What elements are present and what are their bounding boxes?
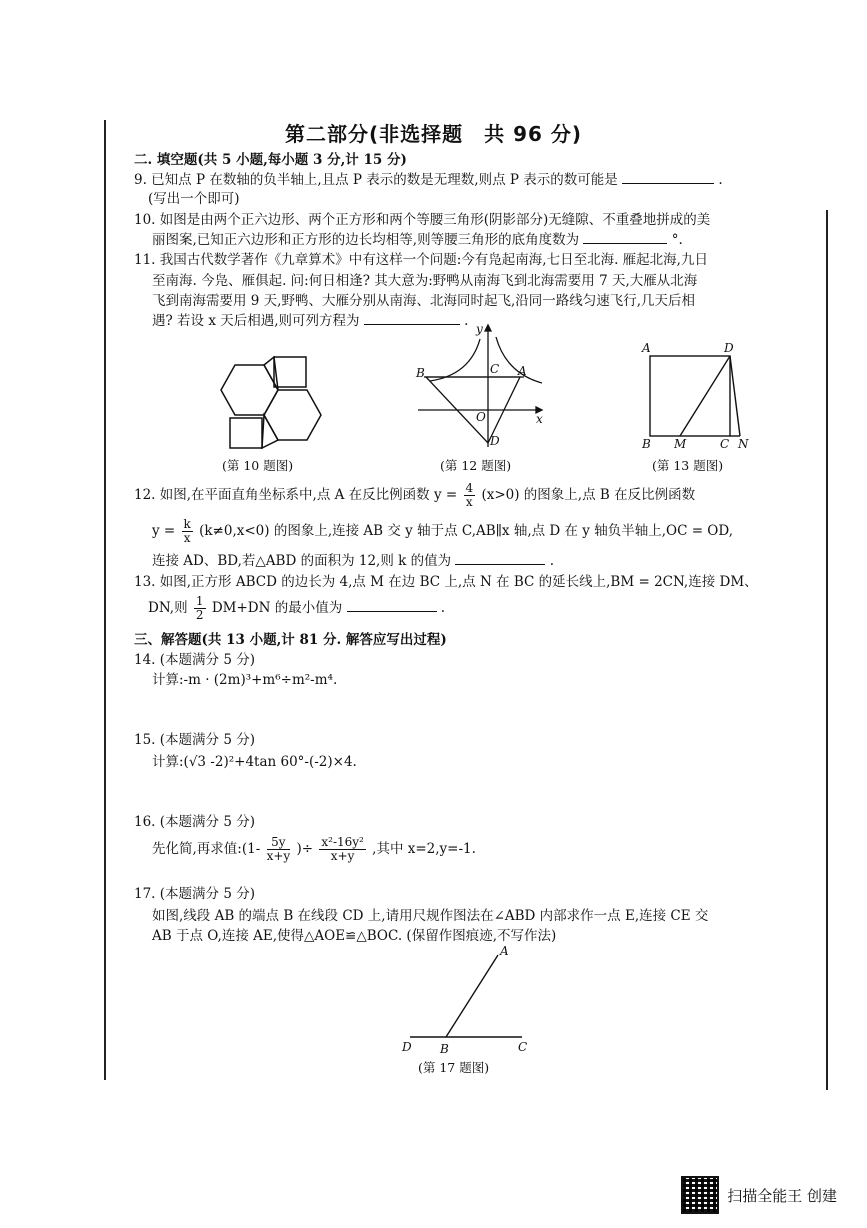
q16-frac2-num: x²-16y² <box>321 835 364 849</box>
q11-line2: 至南海. 今凫、雁俱起. 问:何日相逢? 其大意为:野鸭从南海飞到北海需要用 7 天,大雁从北海 <box>152 273 698 289</box>
q9-answer-blank[interactable] <box>622 171 714 184</box>
q12-frac2-den: x <box>183 531 191 545</box>
square-ABCD <box>650 356 730 436</box>
q16-body <box>152 836 476 863</box>
q10-end: °. <box>671 232 683 248</box>
label-N: N <box>738 437 749 451</box>
q9-end: . <box>718 172 723 188</box>
figure-12-coordinate-plane <box>414 322 554 450</box>
q12-text4: (k≠0,x<0) 的图象上,连接 AB 交 y 轴于点 C,AB∥x 轴,点 D 在 y 轴负半轴上,OC = OD, <box>199 523 734 539</box>
section-title: 第二部分(非选择题 共 96 分) <box>284 122 583 146</box>
label-D: D <box>490 434 500 448</box>
q11-line3: 飞到南海需要用 9 天,野鸭、大雁分别从南海、北海同时起飞,沿同一路线匀速飞行,几天后相 <box>152 293 696 309</box>
q13-line2 <box>148 595 445 622</box>
q11-text: 遇? 若设 x 天后相遇,则可列方程为 <box>152 313 360 329</box>
q12-line2 <box>152 518 733 545</box>
q12-frac1-num: 4 <box>465 481 474 495</box>
q16-head: 16. (本题满分 5 分) <box>134 814 255 830</box>
label-C: C <box>720 437 730 451</box>
q12-frac2-num: k <box>183 517 191 531</box>
label-O: O <box>476 410 486 424</box>
label-C: C <box>490 362 500 376</box>
q16-fraction-x2 <box>319 836 366 863</box>
hyperbola-left <box>430 339 480 381</box>
q13-frac-den: 2 <box>195 608 204 622</box>
figure-13-square <box>640 340 760 450</box>
hexagon-right <box>264 390 321 440</box>
q9-line2: (写出一个即可) <box>148 191 240 207</box>
label-M: M <box>674 437 687 451</box>
figure-17-segments <box>400 945 540 1055</box>
q12-text3: y = <box>152 523 176 539</box>
q10-answer-blank[interactable] <box>583 231 667 244</box>
segment-DN <box>730 356 740 436</box>
triangle-top <box>264 357 278 390</box>
q13-text2: DM+DN 的最小值为 <box>211 600 343 616</box>
label-D: D <box>724 341 734 355</box>
left-margin-line <box>104 120 106 1080</box>
q11-answer-blank[interactable] <box>364 312 460 325</box>
q17-line1: 如图,线段 AB 的端点 B 在线段 CD 上,请用尺规作图法在∠ABD 内部求作一点 E,连接 CE 交 <box>152 908 709 924</box>
q12-line3 <box>152 551 554 571</box>
q12-end: . <box>549 553 554 569</box>
q14-body: 计算:-m · (2m)³+m⁶÷m²-m⁴. <box>152 672 338 688</box>
qr-code-icon <box>681 1176 719 1214</box>
square-top <box>274 357 306 387</box>
label-A: A <box>642 341 651 355</box>
q11-line1: 11. 我国古代数学著作《九章算术》中有这样一个问题:今有凫起南海,七日至北海. 雁起北海,九日 <box>134 252 708 268</box>
label-D: D <box>402 1040 412 1054</box>
q13-answer-blank[interactable] <box>347 599 437 612</box>
figure-13-label: (第 13 题图) <box>652 458 724 473</box>
q12-fraction-4-over-x <box>464 482 476 509</box>
q10-text: 丽图案,已知正六边形和正方形的边长均相等,则等腰三角形的底角度数为 <box>152 232 580 248</box>
q16-frac1-den: x+y <box>266 849 291 863</box>
label-B: B <box>642 437 651 451</box>
q12-text5: 连接 AD、BD,若△ABD 的面积为 12,则 k 的值为 <box>152 553 452 569</box>
triangle-bottom <box>262 415 278 448</box>
q12-line1 <box>134 482 695 509</box>
q16-frac1-num: 5y <box>267 836 291 850</box>
q11-end: . <box>464 313 469 329</box>
q15-body: 计算:(√3 -2)²+4tan 60°-(-2)×4. <box>152 754 357 770</box>
section3-heading: 三、解答题(共 13 小题,计 81 分. 解答应写出过程) <box>134 632 447 648</box>
label-A: A <box>500 944 509 958</box>
q9-text: 9. 已知点 P 在数轴的负半轴上,且点 P 表示的数是无理数,则点 P 表示的数可能是 <box>134 172 618 188</box>
right-margin-line <box>826 210 828 1090</box>
q13-line1: 13. 如图,正方形 ABCD 的边长为 4,点 M 在边 BC 上,点 N 在 BC 的延长线上,BM = 2CN,连接 DM、 <box>134 574 758 590</box>
square-bottom <box>230 418 262 448</box>
hexagon-left <box>221 365 278 415</box>
q17-line2: AB 于点 O,连接 AE,使得△AOE≌△BOC. (保留作图痕迹,不写作法) <box>152 928 557 944</box>
q12-text2: (x>0) 的图象上,点 B 在反比例函数 <box>481 487 696 503</box>
q15-head: 15. (本题满分 5 分) <box>134 732 255 748</box>
q12-text1: 12. 如图,在平面直角坐标系中,点 A 在反比例函数 y = <box>134 487 458 503</box>
q16-text2: ,其中 x=2,y=-1. <box>372 841 476 857</box>
q10-line2 <box>152 230 683 250</box>
q13-text1: DN,则 <box>148 600 188 616</box>
figure-17-label: (第 17 题图) <box>418 1060 490 1075</box>
q13-fraction-one-half <box>194 595 206 622</box>
label-y: y <box>476 322 483 336</box>
scanner-watermark <box>681 1176 837 1214</box>
q17-head: 17. (本题满分 5 分) <box>134 886 255 902</box>
label-B: B <box>440 1042 449 1056</box>
segment-DM <box>680 356 730 436</box>
q13-frac-num: 1 <box>195 594 204 608</box>
q13-end: . <box>440 600 446 616</box>
q12-answer-blank[interactable] <box>455 552 545 565</box>
q16-text1: 先化简,再求值:(1- <box>152 841 261 857</box>
section2-heading: 二. 填空题(共 5 小题,每小题 3 分,计 15 分) <box>134 152 407 168</box>
label-C: C <box>518 1040 528 1054</box>
watermark-text: 扫描全能王 创建 <box>727 1186 837 1205</box>
q12-frac1-den: x <box>465 495 473 509</box>
figure-10-hexagon-pattern <box>210 357 350 457</box>
q16-frac2-den: x+y <box>330 849 355 863</box>
q14-head: 14. (本题满分 5 分) <box>134 652 255 668</box>
q10-line1: 10. 如图是由两个正六边形、两个正方形和两个等腰三角形(阴影部分)无缝隙、不重叠地拼成的美 <box>134 212 711 228</box>
label-A: A <box>518 364 527 378</box>
q9-line1 <box>134 170 723 190</box>
figure-10-label: (第 10 题图) <box>222 458 294 473</box>
figure-12-label: (第 12 题图) <box>440 458 512 473</box>
label-x: x <box>536 412 543 426</box>
label-B: B <box>416 366 425 380</box>
q12-fraction-k-over-x <box>182 518 193 545</box>
q16-mid: )÷ <box>296 841 314 857</box>
q16-fraction-5y <box>267 836 291 863</box>
segment-AB <box>446 955 498 1037</box>
